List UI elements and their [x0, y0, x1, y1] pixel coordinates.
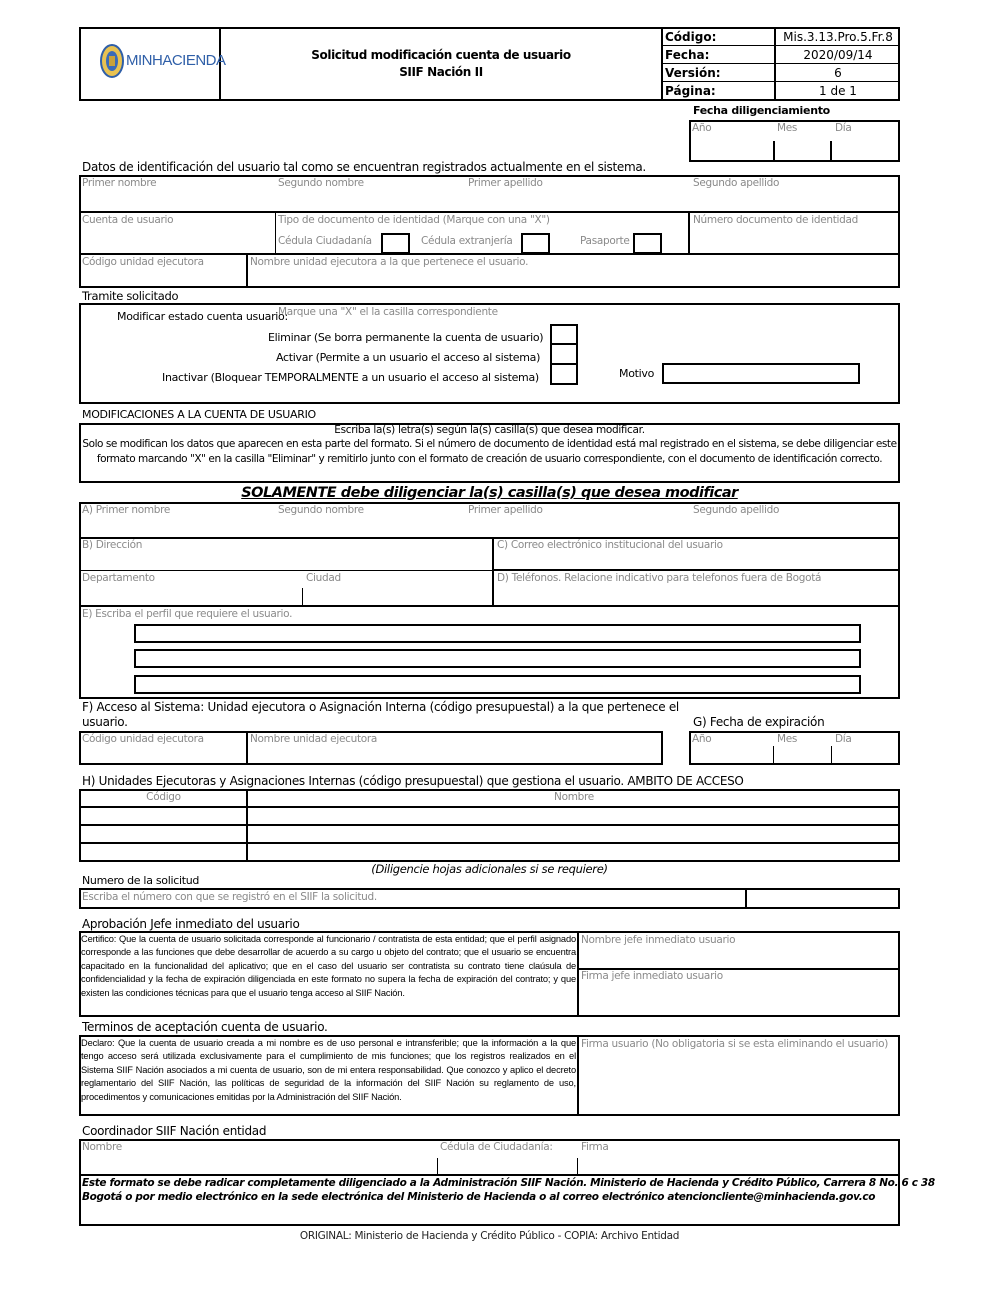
g-fecha-expiracion-title: G) Fecha de expiración: [693, 715, 825, 729]
col-line: [577, 1035, 579, 1116]
col-line: [437, 1158, 438, 1175]
form-subtitle: SIIF Nación II: [399, 65, 483, 79]
meta-label-version: Versión:: [665, 66, 721, 80]
ambito-col-nombre: Nombre: [554, 791, 594, 803]
expiracion-anio-label: Año: [692, 733, 712, 745]
acceso-codigo-label: Código unidad ejecutora: [82, 733, 204, 745]
field-divider: [831, 746, 832, 765]
perfil-input-3[interactable]: [134, 675, 861, 694]
activar-checkbox[interactable]: [550, 343, 578, 365]
radicar-line1: Este formato se debe radicar completamente diligenciado a la Administración SIIF Nación. Ministerio de Hacienda y Crédito Público, Carrera 8 No. 6 c 38: [82, 1177, 935, 1189]
primer-nombre-label: Primer nombre: [82, 177, 157, 189]
fecha-diligenciamiento-title: Fecha diligenciamiento: [693, 104, 830, 117]
ambito-nombre-cell[interactable]: [248, 808, 898, 824]
coordinador-nombre-input[interactable]: [81, 1155, 436, 1173]
col-line: [577, 931, 579, 1017]
col-line: [577, 1158, 578, 1175]
primer-apellido-label: Primer apellido: [468, 177, 543, 189]
meta-label-codigo: Código:: [665, 30, 717, 44]
ambito-col-codigo: Código: [146, 791, 181, 803]
col-line: [275, 211, 276, 254]
motivo-label: Motivo: [619, 367, 655, 380]
modificaciones-title: MODIFICACIONES A LA CUENTA DE USUARIO: [82, 408, 316, 421]
col-line: [246, 731, 248, 765]
header-row-line: [661, 63, 900, 64]
b-direccion-label: B) Dirección: [82, 539, 143, 551]
ambito-codigo-cell[interactable]: [81, 808, 246, 824]
footer-text: ORIGINAL: Ministerio de Hacienda y Crédito Público - COPIA: Archivo Entidad: [299, 1230, 680, 1242]
pasaporte-label: Pasaporte: [580, 235, 630, 247]
segundo-apellido-label: Segundo apellido: [693, 177, 780, 189]
table-row: [81, 844, 898, 860]
c-correo-label: C) Correo electrónico institucional del usuario: [497, 539, 723, 551]
numero-documento-label: Número documento de identidad: [693, 214, 859, 226]
perfil-input-2[interactable]: [134, 649, 861, 668]
ambito-codigo-cell[interactable]: [81, 844, 246, 860]
modificar-estado-label: Modificar estado cuenta usuario:: [117, 310, 288, 323]
primer-apellido-input[interactable]: [467, 190, 689, 210]
codigo-unidad-label: Código unidad ejecutora: [82, 256, 204, 268]
mod-segundo-nombre-label: Segundo nombre: [278, 504, 364, 516]
motivo-input[interactable]: [662, 363, 860, 384]
row-line: [79, 211, 900, 213]
perfil-input-1[interactable]: [134, 624, 861, 643]
header-divider: [661, 27, 663, 101]
e-perfil-label: E) Escriba el perfil que requiere el usuario.: [82, 608, 293, 620]
instruction-line3: formato marcando "X" en la casilla "Eliminar" y remitirlo junto con el formato de creación de usuario correspondiente, con el documento de identificación correcto.: [96, 453, 883, 465]
header-row-line: [661, 45, 900, 46]
eliminar-label: Eliminar (Se borra permanente la cuenta de usuario): [268, 331, 544, 344]
logo-text: MINHACIENDA: [126, 52, 226, 69]
nombre-unidad-label: Nombre unidad ejecutora a la que pertenece el usuario.: [250, 256, 529, 268]
direccion-input[interactable]: [81, 552, 491, 569]
firma-jefe-label: Firma jefe inmediato usuario: [581, 970, 723, 982]
ciudad-label: Ciudad: [306, 572, 341, 584]
ambito-codigo-cell[interactable]: [81, 826, 246, 842]
row-line: [79, 537, 900, 539]
ambito-nombre-cell[interactable]: [248, 844, 898, 860]
cedula-extranjeria-label: Cédula extranjería: [421, 235, 513, 247]
mod-segundo-nombre-input[interactable]: [277, 517, 465, 536]
terminos-title: Terminos de aceptación cuenta de usuario.: [82, 1020, 328, 1034]
coordinador-firma-input[interactable]: [579, 1155, 898, 1173]
declaro-text: Declaro: Que la cuenta de usuario creada a mi nombre es de uso personal e intransferible; que la información a la que tengo acceso será utilizada exclusivamente para el cumplimiento de mis funciones; que los registros realizados en el Sistema SIIF Nación asociados a mi cuenta de usuario, son de mi entera responsabilidad. Que conozco y aplico el decreto reglamentario del SIIF Nación, las políticas de seguridad de la información del SIIF Nación su reglamento de uso, procedimentos y comunicaciones emitidas por la Administración del SIIF Nación.: [81, 1038, 576, 1102]
firma-usuario-input[interactable]: [580, 1052, 898, 1114]
primer-nombre-input[interactable]: [81, 190, 276, 210]
field-divider: [773, 141, 775, 162]
fecha-dia-label: Día: [835, 122, 852, 134]
firma-usuario-label: Firma usuario (No obligatoria si se esta eliminando el usuario): [581, 1038, 889, 1050]
segundo-nombre-label: Segundo nombre: [278, 177, 364, 189]
identificacion-title: Datos de identificación del usuario tal como se encuentran registrados actualmente en el sistema.: [82, 160, 646, 174]
numero-solicitud-hint: Escriba el número con que se registró en el SIIF la solicitud.: [82, 891, 377, 903]
hojas-adicionales-note: (Diligencie hojas adicionales si se requiere): [371, 862, 608, 876]
d-telefonos-label: D) Teléfonos. Relacione indicativo para telefonos fuera de Bogotá: [497, 572, 822, 584]
col-line: [688, 211, 690, 254]
ambito-nombre-cell[interactable]: [248, 826, 898, 842]
activar-label: Activar (Permite a un usuario el acceso al sistema): [276, 351, 541, 364]
header-row-line: [661, 81, 900, 82]
departamento-label: Departamento: [82, 572, 155, 584]
h-ambito-title: H) Unidades Ejecutoras y Asignaciones Internas (código presupuestal) que gestiona el usuario. AMBITO DE ACCESO: [82, 774, 744, 788]
marque-hint: Marque una "X" el la casilla correspondiente: [278, 306, 498, 318]
expiracion-mes-label: Mes: [777, 733, 798, 745]
cuenta-usuario-input[interactable]: [81, 228, 273, 252]
coordinador-firma-label: Firma: [581, 1141, 609, 1153]
nombre-jefe-label: Nombre jefe inmediato usuario: [581, 934, 736, 946]
tipo-documento-label: Tipo de documento de identidad (Marque con una "X"): [278, 214, 550, 226]
row-line: [79, 605, 900, 607]
segundo-apellido-input[interactable]: [692, 190, 898, 210]
cedula-ciudadania-label: Cédula Ciudadanía: [278, 235, 372, 247]
certifico-text: Certifico: Que la cuenta de usuario solicitada corresponde al funcionario / contratista de esta entidad; que el perfil asignado corresponde a las funciones que debe desarrollar de acuerdo a su cargo u objeto del contrato; que el usuario se encuentra capacitado en la funcionalidad del aplicativo; que en el caso del usuario ser contratista su contrato tiene claúsula de confidencialidad y la fecha de expiración diligenciada en este formato no supera la fecha de expiración del contrato; y que existen las condiciones técnicas para que el usuario tenga acceso al SIIF Nación.: [81, 934, 576, 998]
mod-primer-apellido-label: Primer apellido: [468, 504, 543, 516]
meta-value-version: 6: [834, 66, 842, 80]
acceso-codigo-input[interactable]: [81, 746, 245, 763]
f-acceso-title-line2: usuario.: [82, 715, 128, 729]
eliminar-checkbox[interactable]: [550, 324, 578, 345]
solamente-heading: SOLAMENTE debe diligenciar la(s) casilla(s) que desea modificar: [241, 485, 738, 501]
inactivar-label: Inactivar (Bloquear TEMPORALMENTE a un usuario el acceso al sistema): [162, 371, 539, 384]
radicar-line2: Bogotá o por medio electrónico en la sede electrónica del Ministerio de Hacienda o al correo electrónico atencioncliente@minhacienda.gov.co: [82, 1191, 876, 1203]
pasaporte-checkbox[interactable]: [633, 233, 662, 254]
correo-input[interactable]: [495, 552, 898, 568]
table-row: [81, 826, 898, 842]
row-line: [493, 569, 900, 571]
fecha-anio-label: Año: [692, 122, 712, 134]
mod-segundo-apellido-input[interactable]: [692, 517, 898, 536]
col-line: [246, 253, 248, 288]
acceso-nombre-label: Nombre unidad ejecutora: [250, 733, 378, 745]
nombre-jefe-input[interactable]: [580, 948, 898, 967]
firma-jefe-input[interactable]: [580, 984, 898, 1015]
aprobacion-title: Aprobación Jefe inmediato del usuario: [82, 917, 300, 931]
table-row: [81, 808, 898, 824]
segundo-nombre-input[interactable]: [277, 190, 465, 210]
meta-value-pagina: 1 de 1: [819, 84, 857, 98]
inactivar-checkbox[interactable]: [550, 363, 578, 385]
acceso-nombre-input[interactable]: [249, 746, 661, 763]
logo: [98, 42, 226, 82]
mod-primer-apellido-input[interactable]: [467, 517, 689, 536]
col-line: [302, 588, 303, 606]
field-divider: [830, 141, 832, 162]
ciudad-input[interactable]: [304, 586, 491, 604]
cedula-extranjeria-checkbox[interactable]: [521, 233, 550, 254]
mod-primer-nombre-input[interactable]: [81, 517, 276, 536]
form-title: Solicitud modificación cuenta de usuario: [311, 48, 571, 62]
coordinador-cedula-label: Cédula de Ciudadanía:: [440, 1141, 553, 1153]
row-line: [79, 1174, 900, 1176]
row-line: [79, 253, 900, 255]
coordinador-title: Coordinador SIIF Nación entidad: [82, 1124, 267, 1138]
instruction-line2: Solo se modifican los datos que aparecen en esta parte del formato. Si el número de documento de identidad está mal registrado en el sistema, se debe diligenciar este: [82, 438, 897, 450]
a-primer-nombre-label: A) Primer nombre: [82, 504, 171, 516]
f-acceso-title-line1: F) Acceso al Sistema: Unidad ejecutora o Asignación Interna (código presupuestal) a la que pertenece el: [82, 700, 679, 714]
row-line: [79, 570, 493, 571]
coordinador-nombre-label: Nombre: [82, 1141, 122, 1153]
numero-solicitud-title: Numero de la solicitud: [82, 874, 200, 886]
coat-of-arms-icon: [100, 42, 124, 80]
cedula-ciudadania-checkbox[interactable]: [381, 233, 410, 254]
numero-solicitud-input[interactable]: [747, 890, 898, 907]
departamento-input[interactable]: [81, 586, 301, 604]
meta-value-fecha: 2020/09/14: [803, 48, 873, 62]
telefonos-input[interactable]: [495, 586, 898, 604]
instruction-line1: Escriba la(s) letra(s) según la(s) casilla(s) que desea modificar.: [334, 424, 645, 436]
meta-value-codigo: Mis.3.13.Pro.5.Fr.8: [783, 30, 893, 44]
field-divider: [773, 746, 774, 765]
nombre-unidad-input[interactable]: [249, 270, 898, 287]
fecha-mes-label: Mes: [777, 122, 798, 134]
expiracion-dia-label: Día: [835, 733, 852, 745]
cuenta-usuario-label: Cuenta de usuario: [82, 214, 174, 226]
meta-label-pagina: Página:: [665, 84, 716, 98]
numero-documento-input[interactable]: [692, 228, 898, 252]
meta-label-fecha: Fecha:: [665, 48, 710, 62]
coordinador-cedula-input[interactable]: [439, 1155, 576, 1173]
col-line: [492, 537, 494, 607]
tramite-title: Tramite solicitado: [82, 289, 179, 303]
codigo-unidad-input[interactable]: [81, 270, 245, 287]
mod-segundo-apellido-label: Segundo apellido: [693, 504, 780, 516]
